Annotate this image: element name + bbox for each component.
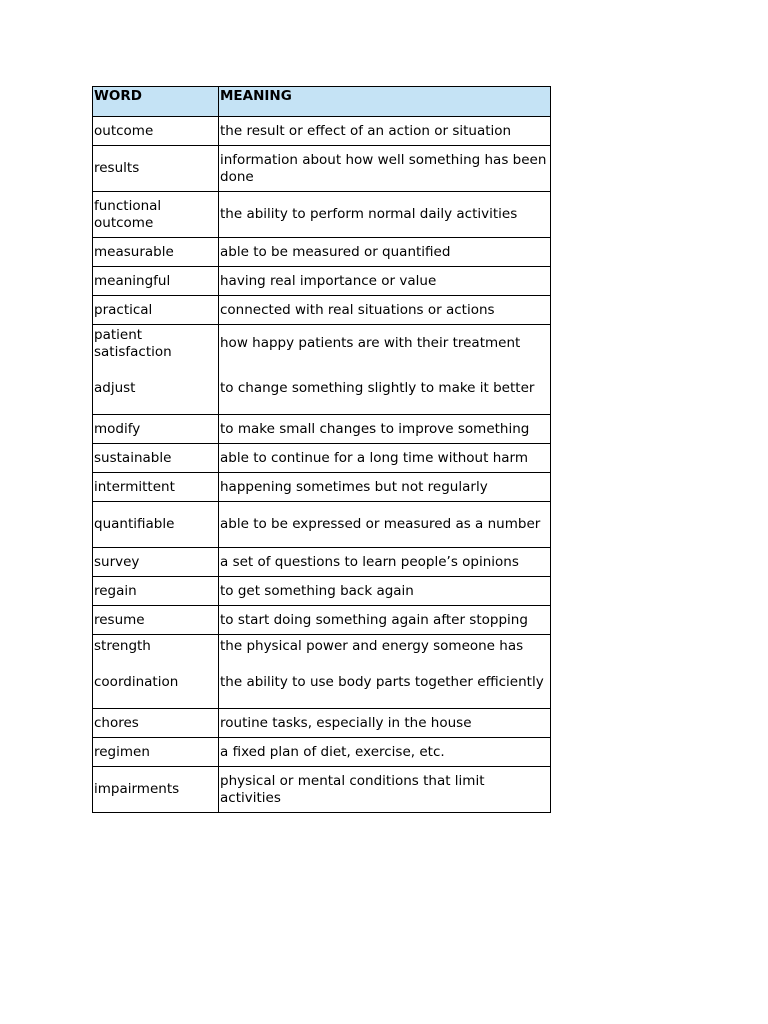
- meaning-cell: how happy patients are with their treatment: [220, 335, 521, 351]
- table-row: [93, 117, 551, 146]
- header-word: WORD: [93, 87, 219, 117]
- meaning-cell: having real importance or value: [219, 267, 551, 296]
- word-cell-stack: [93, 325, 219, 415]
- meaning-cell-stack: [219, 325, 551, 415]
- table-row: [93, 415, 551, 444]
- word-cell: patient satisfaction: [94, 326, 172, 360]
- table-row: [93, 548, 551, 577]
- table-row: [93, 238, 551, 267]
- table-row: [93, 767, 551, 813]
- meaning-cell: able to be measured or quantified: [219, 238, 551, 267]
- meaning-cell: connected with real situations or actions: [219, 296, 551, 325]
- table-row: [93, 146, 551, 192]
- table-row-merged: [93, 635, 551, 709]
- meaning-cell: happening sometimes but not regularly: [219, 473, 551, 502]
- word-cell: strength: [94, 637, 151, 654]
- meaning-cell: the ability to use body parts together efficiently: [220, 674, 544, 690]
- vocabulary-table: [92, 86, 551, 813]
- word-cell: adjust: [94, 379, 136, 396]
- word-cell: sustainable: [93, 444, 219, 473]
- meaning-cell: the physical power and energy someone has: [220, 637, 524, 654]
- meaning-cell: information about how well something has been done: [219, 146, 551, 192]
- word-cell: results: [93, 146, 219, 192]
- meaning-cell: to start doing something again after stopping: [219, 606, 551, 635]
- meaning-cell: to make small changes to improve something: [219, 415, 551, 444]
- word-cell-stack: [93, 635, 219, 709]
- meaning-cell: the ability to perform normal daily activities: [219, 192, 551, 238]
- word-cell: modify: [93, 415, 219, 444]
- word-cell: impairments: [93, 767, 219, 813]
- meaning-cell: to get something back again: [219, 577, 551, 606]
- word-cell: regimen: [93, 738, 219, 767]
- word-cell: outcome: [93, 117, 219, 146]
- meaning-cell: able to be expressed or measured as a number: [219, 502, 551, 548]
- word-cell: regain: [93, 577, 219, 606]
- word-cell: functional outcome: [93, 192, 219, 238]
- table-row: [93, 709, 551, 738]
- word-cell: practical: [93, 296, 219, 325]
- table-row-merged: [93, 325, 551, 415]
- word-cell: meaningful: [93, 267, 219, 296]
- meaning-cell: routine tasks, especially in the house: [219, 709, 551, 738]
- table-row: [93, 473, 551, 502]
- table-row: [93, 444, 551, 473]
- table-row: [93, 606, 551, 635]
- word-cell: coordination: [94, 674, 179, 690]
- table-row: [93, 738, 551, 767]
- table-row: [93, 267, 551, 296]
- meaning-cell: physical or mental conditions that limit activities: [219, 767, 551, 813]
- table-header-row: [93, 87, 551, 117]
- meaning-cell: the result or effect of an action or situation: [219, 117, 551, 146]
- meaning-cell-stack: [219, 635, 551, 709]
- header-meaning: MEANING: [219, 87, 551, 117]
- meaning-cell: a fixed plan of diet, exercise, etc.: [219, 738, 551, 767]
- table-row: [93, 296, 551, 325]
- word-cell: survey: [93, 548, 219, 577]
- meaning-cell: a set of questions to learn people’s opinions: [219, 548, 551, 577]
- meaning-cell: to change something slightly to make it better: [220, 379, 535, 396]
- word-cell: quantifiable: [93, 502, 219, 548]
- word-cell: resume: [93, 606, 219, 635]
- table-row: [93, 192, 551, 238]
- word-cell: measurable: [93, 238, 219, 267]
- table-row: [93, 577, 551, 606]
- word-cell: chores: [93, 709, 219, 738]
- table-row: [93, 502, 551, 548]
- word-cell: intermittent: [93, 473, 219, 502]
- meaning-cell: able to continue for a long time without harm: [219, 444, 551, 473]
